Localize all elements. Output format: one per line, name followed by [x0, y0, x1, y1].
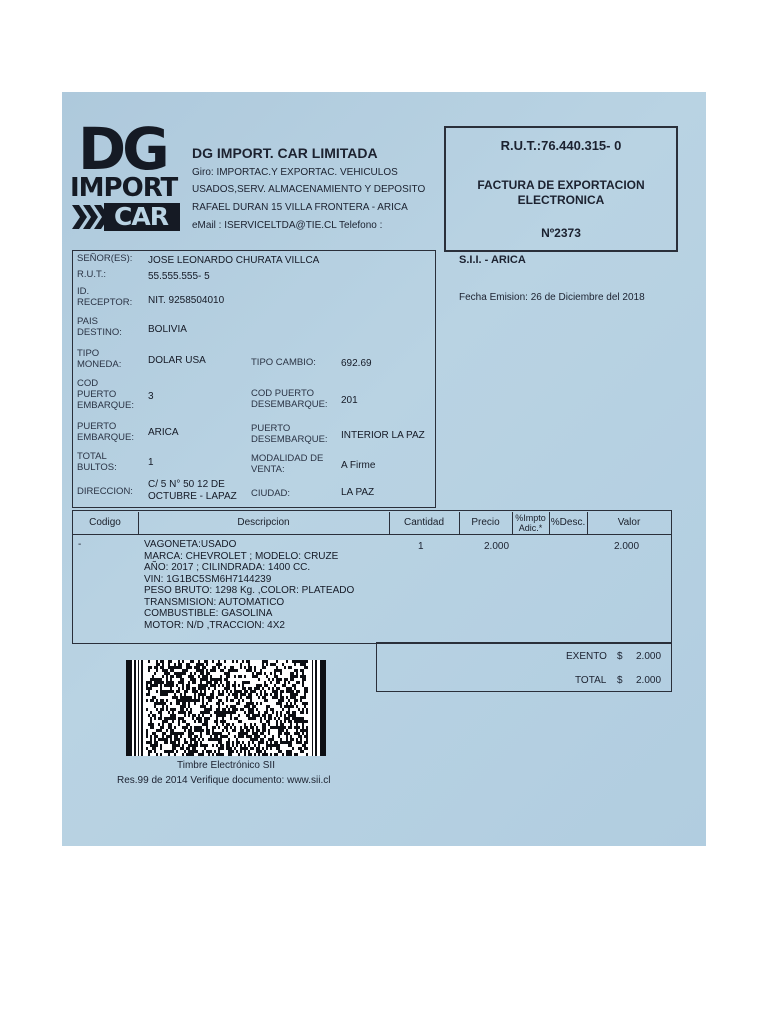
embarque-label: PUERTO EMBARQUE:: [77, 421, 135, 443]
item-desc-line: COMBUSTIBLE: GASOLINA: [144, 608, 273, 619]
rut-label: R.U.T.:: [77, 269, 107, 280]
th-impto: %Impto Adic.*: [512, 512, 550, 534]
total-value: 2.000: [636, 675, 662, 686]
th-descripcion: Descripcion: [138, 512, 390, 534]
moneda-label: TIPO MONEDA:: [77, 348, 122, 370]
sii-office: S.I.I. - ARICA: [459, 254, 526, 266]
th-codigo: Codigo: [72, 512, 139, 534]
total-bultos: 1: [148, 457, 154, 468]
issuer-name: DG IMPORT. CAR LIMITADA: [192, 145, 378, 161]
logo-car-text: CAR: [114, 202, 168, 231]
timbre-label: Timbre Electrónico SII: [177, 760, 275, 771]
senores-label: SEÑOR(ES):: [77, 253, 133, 264]
issuer-address: RAFAEL DURAN 15 VILLA FRONTERA - ARICA: [192, 202, 408, 213]
issuer-contact: eMail : ISERVICELTDA@TIE.CL Telefono :: [192, 220, 383, 231]
item-precio: 2.000: [484, 541, 510, 552]
bultos-label: TOTAL BULTOS:: [77, 451, 117, 473]
item-desc-line: MARCA: CHEVROLET ; MODELO: CRUZE: [144, 550, 339, 562]
doc-title-2: ELECTRONICA: [517, 193, 605, 207]
desembarque-label: PUERTO DESEMBARQUE:: [251, 423, 328, 445]
doc-title-1: FACTURA DE EXPORTACION: [477, 178, 645, 192]
logo-import: IMPORT: [70, 173, 178, 203]
modalidad-label: MODALIDAD DE VENTA:: [251, 453, 324, 475]
puerto-desembarque: INTERIOR LA PAZ: [341, 430, 425, 441]
th-valor: Valor: [617, 517, 641, 528]
pdf417-barcode: [126, 660, 326, 756]
th-desc: %Desc.: [549, 512, 588, 534]
emission-date: Fecha Emision: 26 de Diciembre del 2018: [459, 292, 645, 303]
logo-dg: DG: [78, 115, 166, 183]
logo-car: [70, 202, 180, 232]
th-precio: Precio: [459, 512, 513, 534]
cod-embarque: 3: [148, 391, 154, 402]
item-cantidad: 1: [418, 541, 424, 552]
customer-rut: 55.555.555- 5: [148, 271, 210, 282]
item-description: [144, 539, 354, 631]
th-cantidad: Cantidad: [389, 512, 460, 534]
item-codigo: -: [78, 539, 82, 550]
direccion-2: OCTUBRE - LAPAZ: [148, 491, 237, 502]
doc-number: Nº2373: [541, 226, 581, 240]
electronic-stamp-barcode: [126, 660, 326, 756]
cambio-label: TIPO CAMBIO:: [251, 357, 316, 368]
item-desc-line: VIN: 1G1BC5SM6H7144239: [144, 573, 272, 585]
item-desc-line: PESO BRUTO: 1298 Kg. ,COLOR: PLATEADO: [144, 585, 355, 596]
customer-name: JOSE LEONARDO CHURATA VILLCA: [148, 255, 320, 266]
exento-currency: $: [617, 651, 623, 662]
exento-label: EXENTO: [566, 651, 607, 662]
rut-number: R.U.T.:76.440.315- 0: [500, 138, 622, 153]
ciudad-label: CIUDAD:: [251, 488, 291, 499]
cod-desembarque: 201: [341, 395, 358, 406]
cod-desembarque-label: COD PUERTO DESEMBARQUE:: [251, 388, 328, 410]
puerto-embarque: ARICA: [148, 427, 179, 438]
item-desc-line: AÑO: 2017 ; CILINDRADA: 1400 CC.: [144, 562, 311, 573]
issuer-giro-2: USADOS,SERV. ALMACENAMIENTO Y DEPOSITO: [192, 184, 426, 195]
table-header-divider: [72, 534, 672, 535]
total-label: TOTAL: [575, 675, 607, 686]
id-label: ID. RECEPTOR:: [77, 286, 133, 308]
item-valor: 2.000: [614, 541, 640, 552]
direccion-label: DIRECCION:: [77, 486, 133, 497]
exchange-rate: 692.69: [341, 358, 372, 369]
pais-label: PAIS DESTINO:: [77, 316, 122, 338]
currency: DOLAR USA: [148, 355, 206, 366]
cod-embarque-label: COD PUERTO EMBARQUE:: [77, 378, 135, 411]
total-currency: $: [617, 675, 623, 686]
ciudad: LA PAZ: [341, 487, 375, 498]
customer-country: BOLIVIA: [148, 324, 187, 335]
direccion-1: C/ 5 N° 50 12 DE: [148, 479, 225, 490]
item-desc-line: MOTOR: N/D ,TRACCION: 4X2: [144, 619, 285, 631]
resolution-text: Res.99 de 2014 Verifique documento: www.sii.cl: [117, 775, 331, 786]
modalidad-venta: A Firme: [341, 460, 376, 471]
customer-id: NIT. 9258504010: [148, 295, 225, 306]
issuer-giro: Giro: IMPORTAC.Y EXPORTAC. VEHICULOS: [192, 167, 398, 178]
item-desc-line: TRANSMISION: AUTOMATICO: [144, 596, 285, 608]
exento-value: 2.000: [636, 651, 662, 662]
totals-box: [376, 642, 672, 692]
item-desc-line: VAGONETA:USADO: [144, 539, 237, 550]
